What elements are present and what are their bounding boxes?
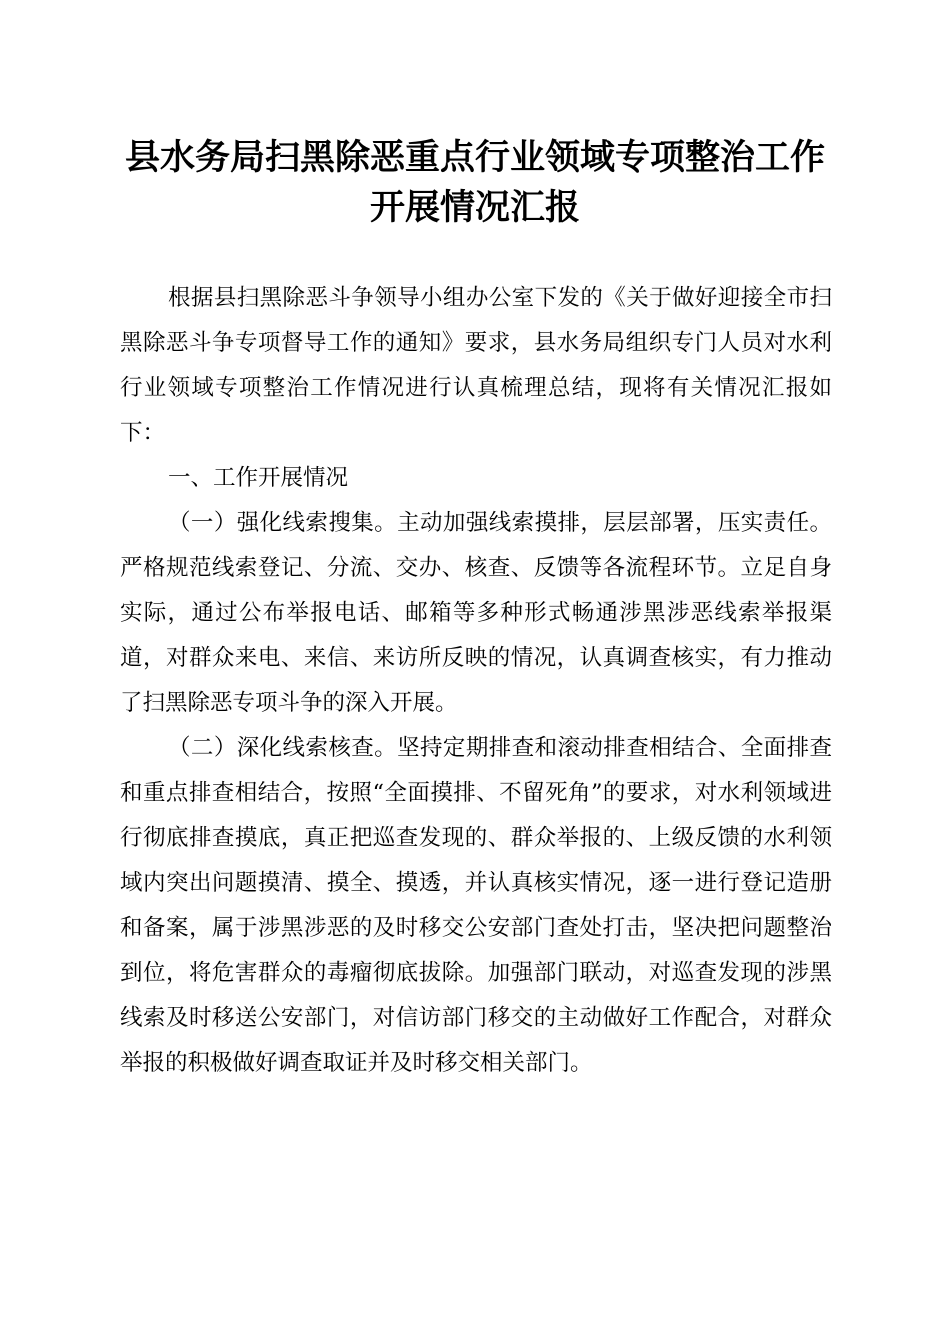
subsection-1-text: 主动加强线索摸排，层层部署，压实责任。严格规范线索登记、分流、交办、核查、反馈等各流程环节。立足自身实际，通过公布举报电话、邮箱等多种形式畅通涉黑涉恶线索举报渠道，对群众来电、来信、来访所反映的情况，认真调查核实，有力推动了扫黑除恶专项斗争的深入开展。 [120,510,832,716]
section-heading: 一、工作开展情况 [168,465,349,491]
subsection-2-lead: （二）深化线索核查。 [168,735,398,761]
subsection-1-paragraph [120,501,832,726]
subsection-2-paragraph [120,726,832,1086]
document-title-line-2: 开展情况汇报 [369,188,580,228]
intro-paragraph: 根据县扫黑除恶斗争领导小组办公室下发的《关于做好迎接全市扫黑除恶斗争专项督导工作的通知》要求，县水务局组织专门人员对水利行业领域专项整治工作情况进行认真梳理总结，现将有关情况汇报如下： [120,285,832,446]
subsection-1-lead: （一）强化线索搜集。 [168,510,398,536]
document-body [120,276,832,1086]
document-title-line-1: 县水务局扫黑除恶重点行业领域专项整治工作 [124,138,825,178]
subsection-2-text: 坚持定期排查和滚动排查相结合、全面排查和重点排查相结合，按照“全面摸排、不留死角”的要求，对水利领域进行彻底排查摸底，真正把巡查发现的、群众举报的、上级反馈的水利领域内突出问题摸清、摸全、摸透，并认真核实情况，逐一进行登记造册和备案，属于涉黑涉恶的及时移交公安部门查处打击，坚决把问题整治到位，将危害群众的毒瘤彻底拔除。加强部门联动，对巡查发现的涉黑线索及时移送公安部门，对信访部门移交的主动做好工作配合，对群众举报的积极做好调查取证并及时移交相关部门。 [120,735,832,1076]
